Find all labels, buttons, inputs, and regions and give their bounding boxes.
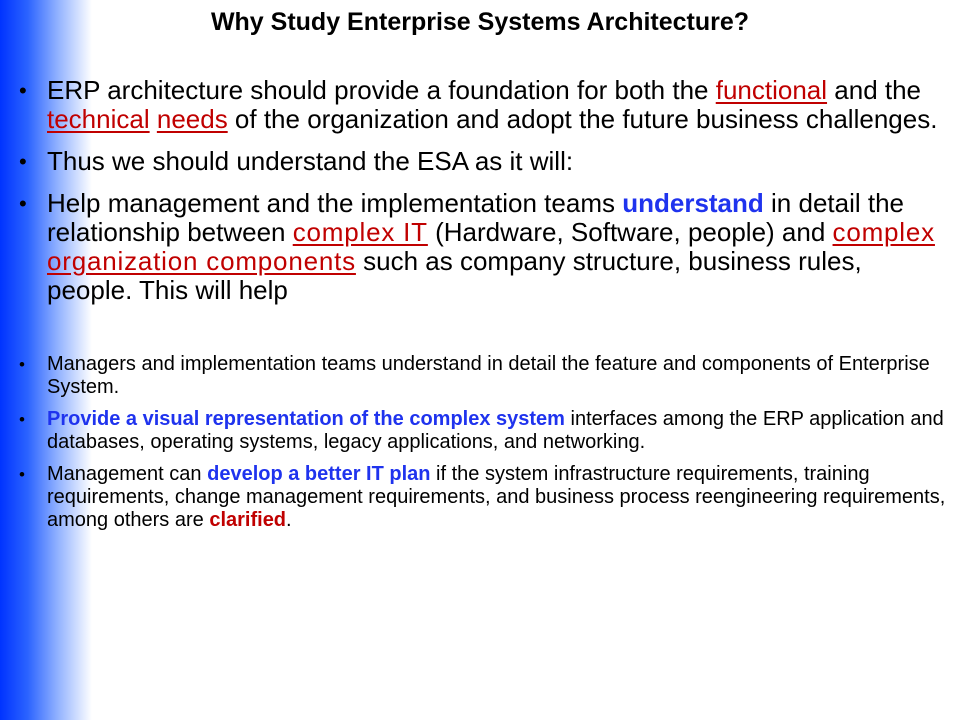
b1-text-1: ERP architecture should provide a foundation for both the — [47, 75, 716, 105]
bullet-better-it-plan — [0, 463, 960, 532]
bullet-help-management — [0, 189, 960, 305]
b3-text-3: (Hardware, Software, people) and — [427, 217, 833, 247]
bullet-dot: • — [19, 410, 25, 429]
b6-text-1: Management can — [47, 463, 208, 485]
visual-representation-keyword: Provide a visual representation of the complex system — [47, 408, 565, 430]
bullet-erp-foundation — [0, 76, 960, 134]
b3-text-1: Help management and the implementation teams — [47, 188, 623, 218]
understand-keyword: understand — [622, 188, 764, 218]
b1-text-2: and the — [827, 75, 922, 105]
bullet-list — [0, 76, 960, 541]
b5-text-1: interfaces among the ERP application and databases, operating systems, legacy applications, and networking. — [47, 408, 944, 453]
bullet-managers-understand — [0, 353, 960, 399]
complex-it-keyword: complex IT — [292, 217, 428, 247]
clarified-keyword: clarified — [209, 509, 287, 531]
b2-text: Thus we should understand the ESA as it will: — [47, 146, 574, 176]
technical-keyword: technical — [47, 104, 150, 134]
bullet-visual-representation — [0, 408, 960, 454]
b6-text-3: . — [286, 509, 292, 531]
b3-text-4: such as company structure, business rules, people. This will help — [47, 246, 862, 305]
bullet-dot: • — [19, 465, 25, 484]
better-it-plan-keyword: develop a better IT plan — [207, 463, 431, 485]
bullet-understand-esa — [0, 147, 960, 176]
needs-keyword: needs — [156, 104, 228, 134]
b4-text: Managers and implementation teams understand in detail the feature and components of Enterprise System. — [47, 353, 930, 398]
slide-title: Why Study Enterprise Systems Architecture? — [210, 8, 750, 36]
functional-keyword: functional — [715, 75, 828, 105]
b1-text-3: of the organization and adopt the future business challenges. — [227, 104, 938, 134]
b3-text-2: in detail the relationship between — [47, 188, 905, 247]
bullet-dot: • — [19, 191, 27, 216]
bullet-dot: • — [19, 78, 27, 103]
bullet-dot: • — [19, 355, 25, 374]
b6-text-2: if the system infrastructure requirements, training requirements, change management requirements, and business process reengineering requirements, among others are — [47, 463, 946, 531]
complex-org-keyword: complex organization components — [47, 217, 935, 276]
bullet-dot: • — [19, 149, 27, 174]
